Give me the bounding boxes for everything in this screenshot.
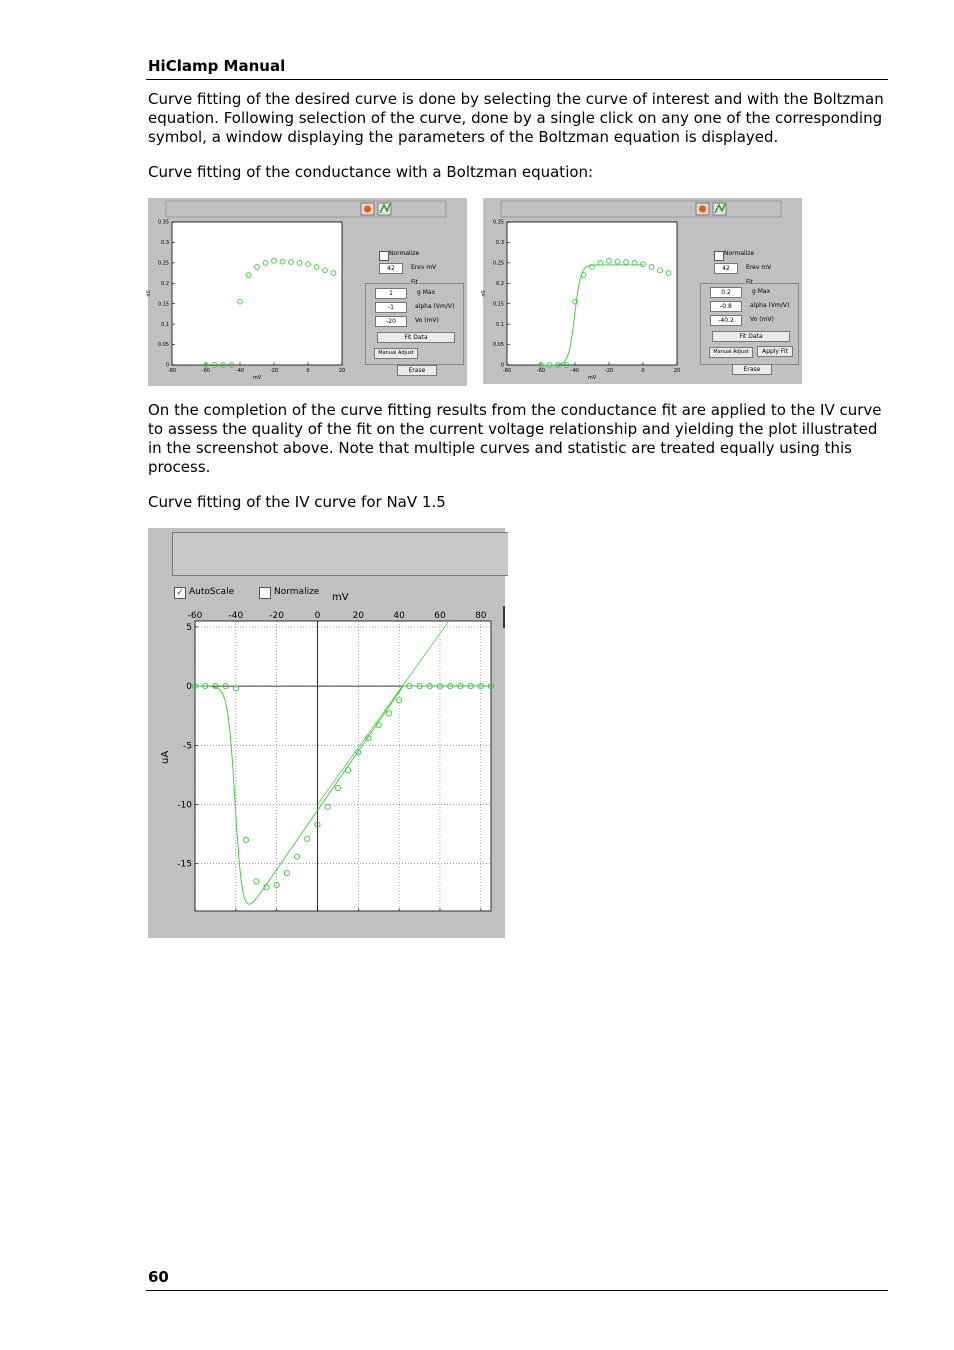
- vo-input[interactable]: -40.2: [710, 315, 742, 326]
- gmax-label: g Max: [417, 289, 436, 296]
- erev-input[interactable]: 42: [714, 263, 738, 274]
- x-tick-label: 0: [641, 368, 645, 374]
- erase-button[interactable]: Erase: [397, 365, 437, 376]
- y-tick-label: 0.05: [492, 342, 504, 349]
- x-tick-label: -20: [604, 368, 614, 374]
- y-axis-label: nS: [146, 290, 152, 297]
- y-tick-label: 0.15: [157, 301, 169, 308]
- apply-fit-button[interactable]: Apply Fit: [757, 346, 793, 357]
- x-tick-label: -80: [502, 368, 512, 374]
- x-tick-label: 20: [673, 368, 681, 374]
- y-tick-label: -10: [177, 800, 192, 811]
- figure-toolbar: [166, 201, 446, 217]
- manual-adjust-button[interactable]: Manual Adjust: [709, 347, 753, 358]
- figure-icon[interactable]: [713, 203, 726, 215]
- x-tick-label: -40: [235, 368, 245, 374]
- alpha-label: alpha (Vm/V): [750, 302, 790, 309]
- matlab-icon[interactable]: [361, 203, 374, 215]
- x-tick-label: -60: [187, 611, 203, 621]
- matlab-icon[interactable]: [696, 203, 709, 215]
- x-tick-label: 40: [393, 611, 405, 621]
- normalize-label: Normalize: [724, 250, 755, 257]
- erase-button[interactable]: Erase: [732, 364, 772, 375]
- x-tick-label: 20: [352, 611, 365, 621]
- header-rule: [146, 79, 888, 80]
- x-tick-label: 80: [475, 611, 487, 621]
- x-tick-label: -20: [269, 611, 285, 621]
- normalize-checkbox[interactable]: [714, 251, 724, 261]
- vo-input[interactable]: -20: [375, 316, 407, 327]
- gmax-label: g Max: [752, 288, 771, 295]
- vo-label: Vo (mV): [415, 317, 439, 324]
- x-axis-label: mV: [587, 375, 597, 381]
- y-tick-label: -5: [183, 741, 192, 752]
- intro-paragraph: Curve fitting of the desired curve is done by selecting the curve of interest and with the Boltzman equation. Following selection of the curve, done by a single click on any one of the corresponding symbol, a window displaying the parameters of the Boltzman equation is displayed.: [148, 90, 884, 146]
- erev-label: Erev mV: [746, 264, 772, 271]
- x-axis-label: mV: [252, 375, 262, 381]
- plot-area: [507, 222, 677, 365]
- page-number: 60: [148, 1268, 169, 1286]
- x-tick-label: -40: [570, 368, 580, 374]
- conductance-fit-screenshot-fitted: [483, 198, 802, 384]
- y-tick-label: 0.05: [157, 342, 169, 349]
- iv-fit-paragraph: On the completion of the curve fitting results from the conductance fit are applied to the IV curve to assess the quality of the fit on the current voltage relationship and yielding the plot illustrated in the screenshot above. Note that multiple curves and statistic are treated equally using this process.: [148, 401, 882, 476]
- y-axis-label: nS: [481, 290, 487, 297]
- conductance-caption: Curve fitting of the conductance with a Boltzman equation:: [148, 163, 594, 181]
- footer-rule: [146, 1290, 888, 1291]
- erev-input[interactable]: 42: [379, 263, 403, 274]
- iv-chart: [148, 528, 505, 938]
- y-tick-label: 0.3: [161, 240, 169, 247]
- y-tick-label: 0.25: [157, 260, 169, 267]
- conductance-fit-screenshot-initial: [148, 198, 467, 386]
- fit-data-button[interactable]: Fit Data: [712, 331, 790, 342]
- manual-title: HiClamp Manual: [148, 57, 286, 75]
- y-tick-label: 0: [500, 362, 504, 369]
- alpha-input[interactable]: -0.8: [710, 301, 742, 312]
- gmax-input[interactable]: 1: [375, 288, 407, 299]
- autoscale-label: AutoScale: [189, 587, 235, 597]
- x-tick-label: 0: [306, 368, 310, 374]
- y-tick-label: 0.35: [157, 219, 169, 226]
- x-tick-label: -60: [536, 368, 546, 374]
- plot-area: [172, 222, 342, 365]
- x-tick-label: -20: [269, 368, 279, 374]
- iv-caption: Curve fitting of the IV curve for NaV 1.5: [148, 493, 446, 511]
- y-tick-label: 0: [165, 362, 169, 369]
- normalize-label: Normalize: [389, 250, 420, 257]
- y-tick-label: 0.15: [492, 301, 504, 308]
- y-tick-label: 0: [186, 682, 192, 693]
- y-tick-label: 0.1: [161, 321, 169, 328]
- x-tick-label: -60: [201, 368, 211, 374]
- x-tick-label: -40: [228, 611, 244, 621]
- manual-adjust-button[interactable]: Manual Adjust: [374, 348, 418, 359]
- y-tick-label: 0.3: [496, 240, 504, 247]
- erev-label: Erev mV: [411, 264, 437, 271]
- fit-group-label: Fit: [411, 279, 419, 286]
- y-tick-label: 0.2: [496, 280, 504, 287]
- iv-x-axis-label: mV: [332, 592, 349, 603]
- figure-toolbar: [501, 201, 781, 217]
- gmax-input[interactable]: 0.2: [710, 287, 742, 298]
- y-tick-label: 0.35: [492, 219, 504, 226]
- normalize-checkbox[interactable]: [379, 251, 389, 261]
- fit-group-label: Fit: [746, 279, 754, 286]
- iv-y-axis-label: uA: [160, 750, 171, 764]
- fit-data-button[interactable]: Fit Data: [377, 332, 455, 343]
- y-tick-label: 0.1: [496, 321, 504, 328]
- x-tick-label: 60: [434, 611, 446, 621]
- x-tick-label: 0: [314, 611, 321, 621]
- autoscale-checkbox[interactable]: ✓: [174, 587, 186, 599]
- alpha-input[interactable]: -1: [375, 302, 407, 313]
- normalize-label: Normalize: [274, 587, 320, 597]
- y-tick-label: 5: [186, 622, 192, 633]
- x-tick-label: -80: [167, 368, 177, 374]
- vo-label: Vo (mV): [750, 316, 774, 323]
- y-tick-label: 0.2: [161, 280, 169, 287]
- iv-fit-screenshot: [148, 528, 505, 938]
- x-tick-label: 20: [338, 368, 346, 374]
- y-tick-label: -15: [177, 859, 192, 870]
- figure-icon[interactable]: [378, 203, 391, 215]
- y-tick-label: 0.25: [492, 260, 504, 267]
- alpha-label: alpha (Vm/V): [415, 303, 455, 310]
